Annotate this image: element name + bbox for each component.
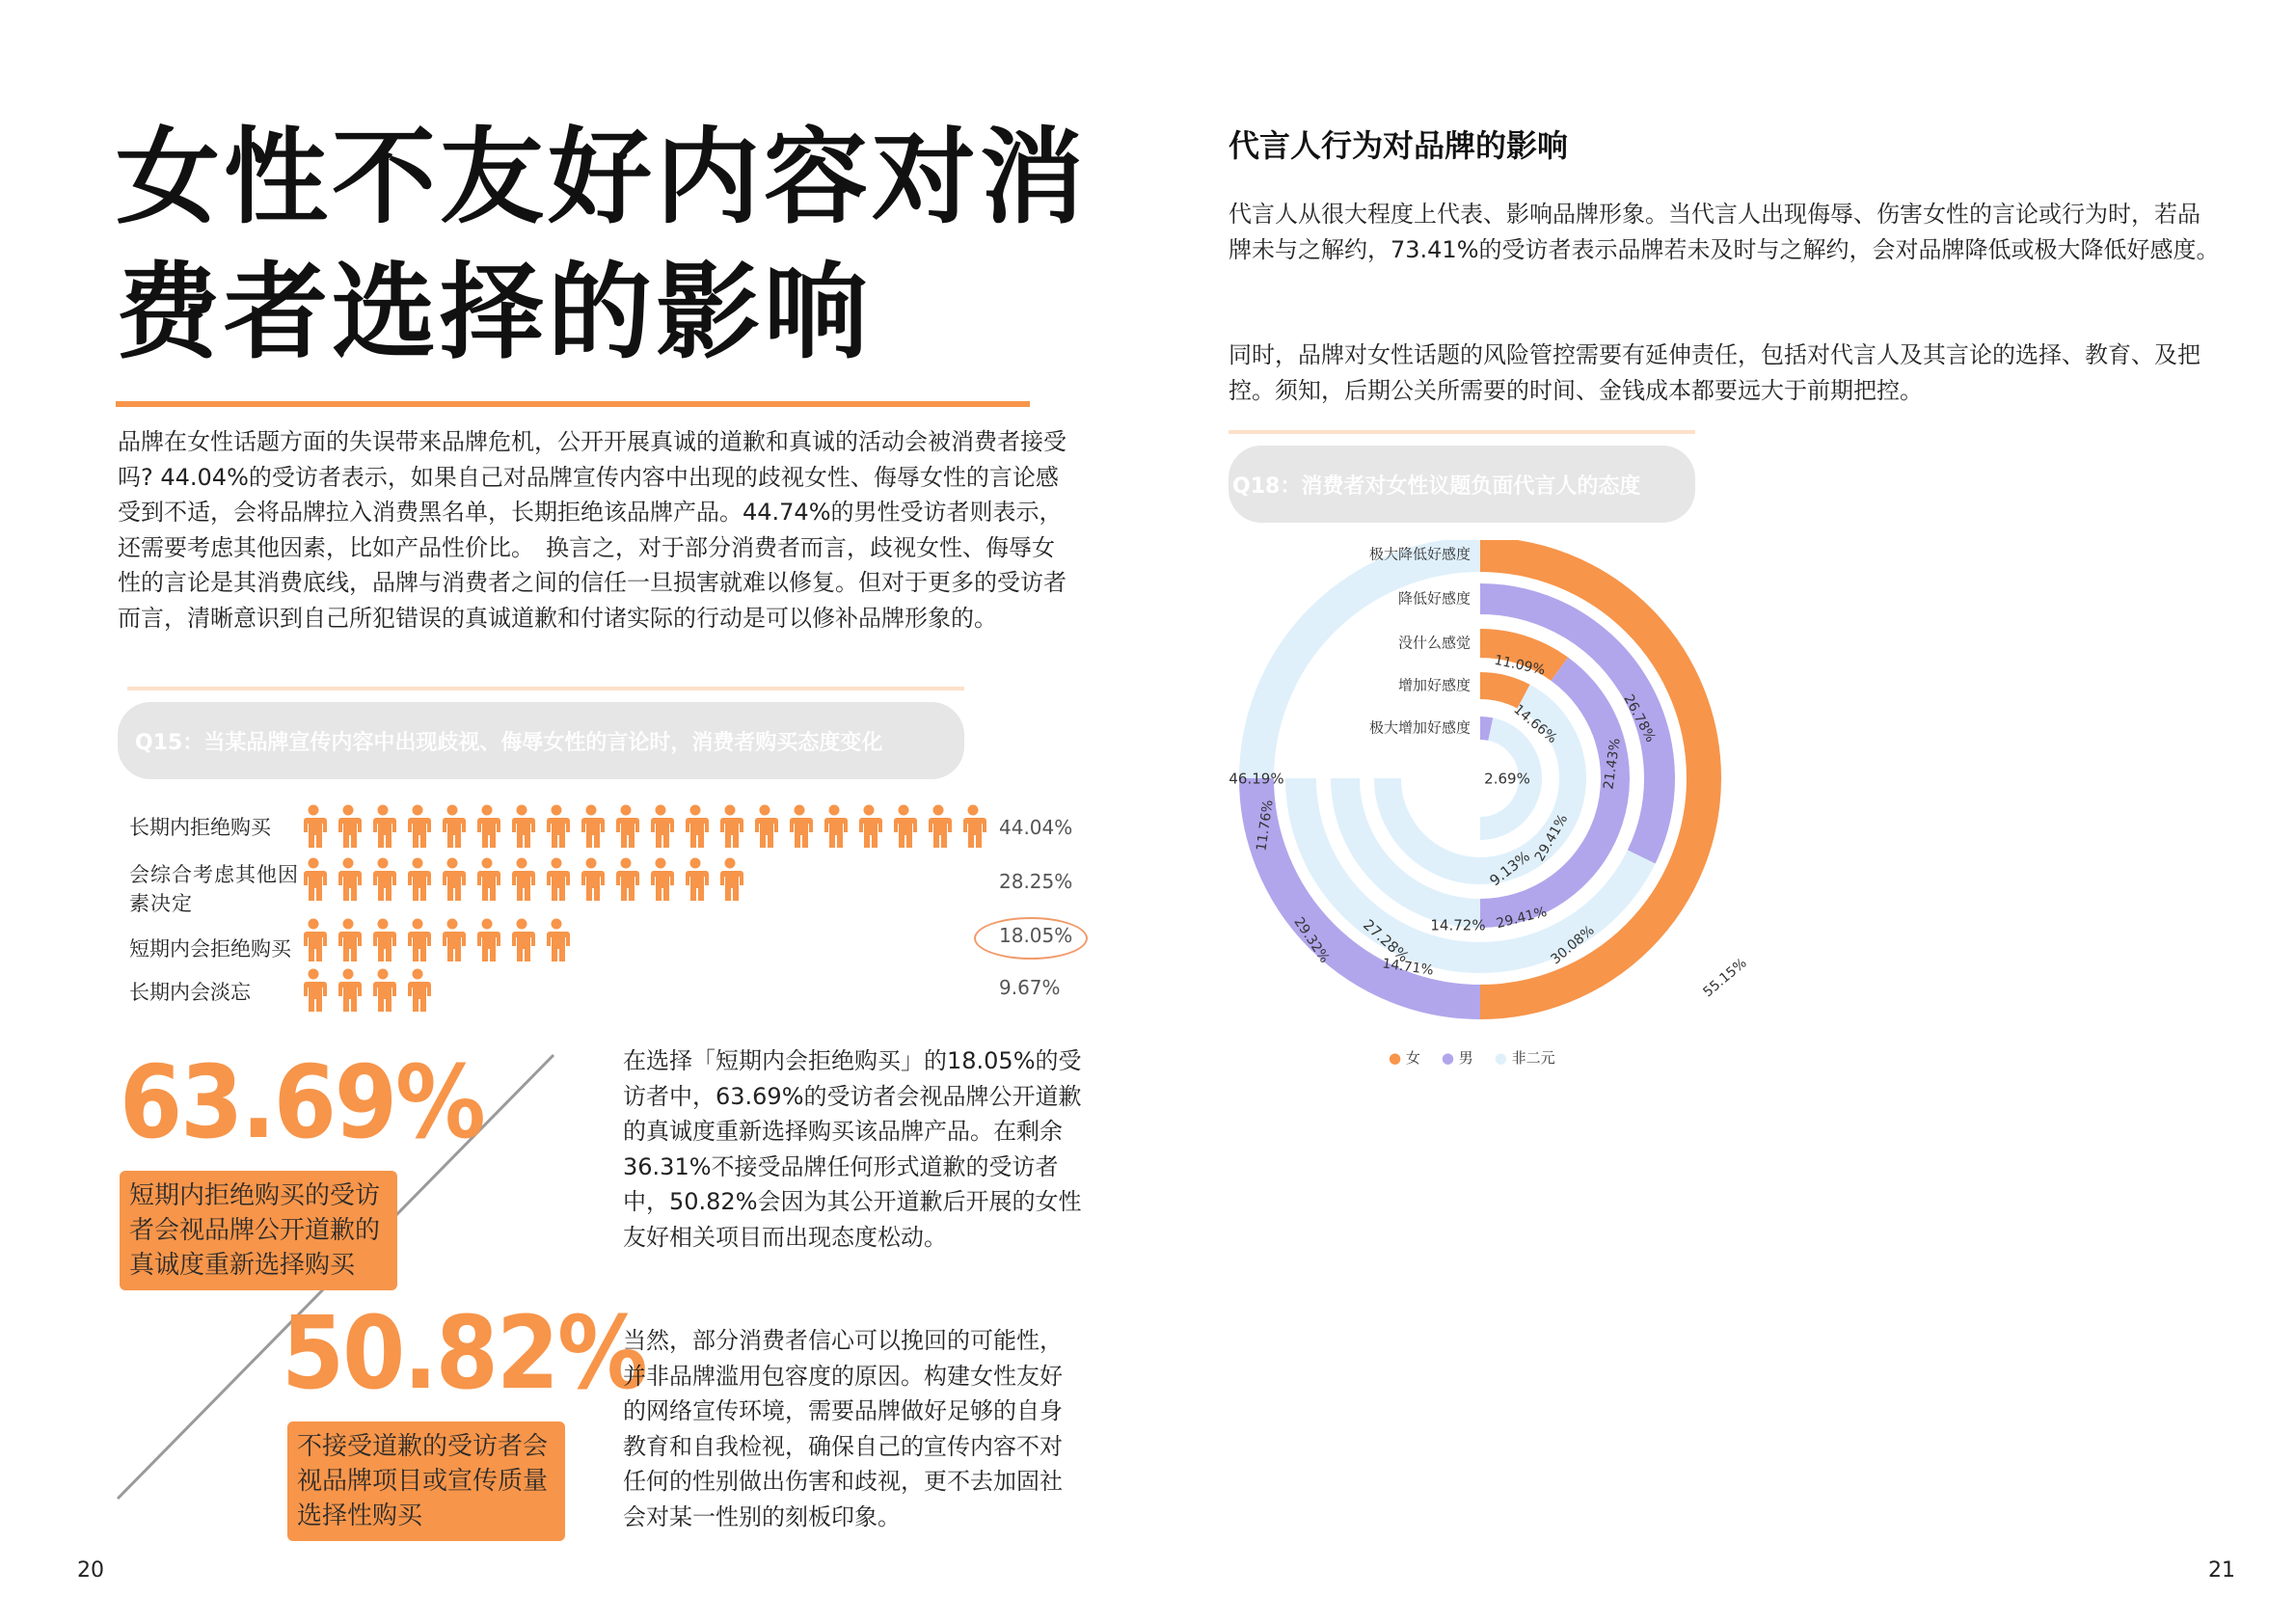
- person-icon: [716, 804, 744, 853]
- person-icon: [854, 804, 883, 853]
- left-para-1: 在选择「短期内会拒绝购买」的18.05%的受访者中，63.69%的受访者会视品牌公开道歉的真诚度重新选择购买该品牌产品。在剩余36.31%不接受品牌任何形式道歉的受访者中，50.82%会因为其公开道歉后开展的女性友好相关项目而出现态度松动。: [623, 1047, 1082, 1251]
- legend-label-male: 男: [1458, 1049, 1473, 1067]
- page-title: [116, 111, 1089, 381]
- chart-legend: [1389, 1047, 1555, 1068]
- radial-bar-chart: [1215, 540, 1755, 1080]
- left-para-2: 当然，部分消费者信心可以挽回的可能性，并非品牌滥用包容度的原因。构建女性友好的网络宣传环境，需要品牌做好足够的自身教育和自我检视，确保自己的宣传内容不对任何的性别做出伤害和歧视，更不去加固社会对某一性别的刻板印象。: [623, 1327, 1063, 1530]
- person-icon: [299, 918, 328, 966]
- person-icon: [403, 918, 432, 966]
- pct-label-1: 44.04%: [999, 816, 1073, 839]
- stat-50-82-caption: 不接受道歉的受访者会视品牌项目或宣传质量选择性购买: [287, 1421, 565, 1541]
- row-label-4: 长期内会淡忘: [129, 981, 251, 1004]
- person-icon: [507, 804, 536, 853]
- person-icon: [958, 804, 987, 853]
- person-icon: [472, 857, 501, 906]
- divider-q18: [1228, 430, 1695, 434]
- person-icon: [472, 918, 501, 966]
- label-female-4: 2.69%: [1484, 770, 1530, 788]
- person-icon: [334, 918, 363, 966]
- person-icon: [820, 804, 849, 853]
- person-icon: [611, 857, 640, 906]
- label-nonbinary-3: 27.28%: [1360, 915, 1413, 966]
- person-icon: [368, 918, 397, 966]
- person-icon: [681, 857, 710, 906]
- legend-item-female: [1389, 1047, 1420, 1068]
- label-male-3: 21.43%: [1601, 737, 1624, 791]
- pictogram-row-1: [299, 804, 993, 853]
- label-nonbinary-2: 14.71%: [1381, 956, 1435, 979]
- legend-item-nonbinary: [1495, 1047, 1555, 1068]
- person-icon: [299, 804, 328, 853]
- ring-5-segment-1: [1480, 728, 1491, 729]
- pictogram-row-4: [299, 968, 438, 1016]
- person-icon: [646, 857, 675, 906]
- legend-label-female: 女: [1405, 1049, 1420, 1067]
- person-icon: [334, 968, 363, 1016]
- category-label-3: 没什么感觉: [1397, 634, 1471, 652]
- person-icon: [507, 857, 536, 906]
- label-female-3: 11.09%: [1493, 652, 1547, 679]
- person-icon: [681, 804, 710, 853]
- person-icon: [368, 804, 397, 853]
- person-icon: [646, 804, 675, 853]
- label-male-1: 30.08%: [1548, 922, 1598, 968]
- label-female-2: 26.78%: [1620, 691, 1659, 745]
- person-icon: [542, 857, 571, 906]
- category-label-5: 极大增加好感度: [1368, 718, 1471, 737]
- person-icon: [438, 918, 467, 966]
- person-icon: [334, 857, 363, 906]
- person-icon: [611, 804, 640, 853]
- category-label-2: 降低好感度: [1397, 589, 1471, 608]
- person-icon: [750, 804, 779, 853]
- label-female-1: 55.15%: [1700, 955, 1750, 1001]
- title-line-2: 费者选择的影响: [116, 253, 873, 373]
- row-label-3: 短期内会拒绝购买: [129, 937, 291, 961]
- stat-50-82: 50.82%: [282, 1294, 646, 1412]
- label-nonbinary-1: 29.41%: [1495, 904, 1549, 933]
- pct-label-3: 18.05%: [999, 924, 1073, 947]
- row-label-1: 长期内拒绝购买: [129, 816, 271, 839]
- intro-paragraph: 品牌在女性话题方面的失误带来品牌危机，公开开展真诚的道歉和真诚的活动会被消费者接受吗? 44.04%的受访者表示，如果自己对品牌宣传内容中出现的歧视女性、侮辱女性的言论感受到不适，会将品牌拉入消费黑名单，长期拒绝该品牌产品。44.74%的男性受访者则表示，还需要考虑其他因素，比如产品性价比。 换言之，对于部分消费者而言，歧视女性、侮辱女性的言论是其消费底线，品牌与消费者之间的信任一旦损害就难以修复。但对于更多的受访者而言，清晰意识到自己所犯错误的真诚道歉和付诸实际的行动是可以修补品牌形象的。: [118, 428, 1066, 632]
- stat-63-69-caption: 短期内拒绝购买的受访者会视品牌公开道歉的真诚度重新选择购买: [120, 1171, 397, 1290]
- right-para-2: 同时，品牌对女性话题的风险管控需要有延伸责任，包括对代言人及其言论的选择、教育、及把控。须知，后期公关所需要的时间、金钱成本都要远大于前期把控。: [1228, 341, 2200, 404]
- page-number-right: 21: [2208, 1558, 2235, 1583]
- person-icon: [542, 804, 571, 853]
- person-icon: [577, 804, 606, 853]
- pct-label-2: 28.25%: [999, 870, 1073, 893]
- ring-4-segment-1: [1480, 686, 1524, 696]
- row-label-2: 会综合考虑其他因素决定: [129, 863, 299, 915]
- right-para-1: 代言人从很大程度上代表、影响品牌形象。当代言人出现侮辱、伤害女性的言论或行为时，若品牌未与之解约，73.41%的受访者表示品牌若未及时与之解约，会对品牌降低或极大降低好感度。: [1228, 201, 2220, 263]
- label-other-2: 11.76%: [1254, 798, 1277, 853]
- person-icon: [577, 857, 606, 906]
- legend-dot-female: ●: [1389, 1049, 1402, 1067]
- page-number-left: 20: [77, 1558, 104, 1583]
- person-icon: [403, 857, 432, 906]
- label-male-2: 29.32%: [1290, 914, 1333, 966]
- legend-item-male: [1442, 1047, 1473, 1068]
- divider-q15: [127, 687, 964, 690]
- label-nonbinary-4: 29.41%: [1531, 811, 1572, 865]
- q15-title-pill: Q15：当某品牌宣传内容中出现歧视、侮辱女性的言论时，消费者购买态度变化: [118, 702, 964, 779]
- pictogram-row-3: [299, 918, 577, 966]
- legend-dot-nonbinary: ●: [1494, 1049, 1507, 1067]
- person-icon: [299, 968, 328, 1016]
- person-icon: [507, 918, 536, 966]
- q18-title-pill: Q18：消费者对女性议题负面代言人的态度: [1228, 446, 1695, 523]
- label-other-1: 46.19%: [1228, 770, 1284, 788]
- label-nonbinary-5: 9.13%: [1486, 847, 1534, 890]
- person-icon: [785, 804, 814, 853]
- person-icon: [403, 804, 432, 853]
- stat-63-69: 63.69%: [120, 1043, 484, 1161]
- person-icon: [438, 857, 467, 906]
- pictogram-row-2: [299, 857, 750, 906]
- label-other-3: 14.72%: [1430, 916, 1486, 934]
- person-icon: [716, 857, 744, 906]
- legend-label-nonbinary: 非二元: [1511, 1049, 1555, 1067]
- person-icon: [924, 804, 953, 853]
- person-icon: [334, 804, 363, 853]
- person-icon: [299, 857, 328, 906]
- legend-dot-male: ●: [1441, 1049, 1454, 1067]
- person-icon: [368, 968, 397, 1016]
- person-icon: [438, 804, 467, 853]
- category-label-1: 极大降低好感度: [1368, 545, 1471, 563]
- person-icon: [542, 918, 571, 966]
- category-label-4: 增加好感度: [1397, 676, 1471, 694]
- title-line-1: 女性不友好内容对消: [116, 118, 1089, 238]
- pct-label-4: 9.67%: [999, 976, 1061, 999]
- ring-1-segment-3: [1256, 555, 1480, 778]
- label-male-4: 14.66%: [1510, 701, 1560, 747]
- person-icon: [889, 804, 918, 853]
- person-icon: [472, 804, 501, 853]
- person-icon: [368, 857, 397, 906]
- person-icon: [403, 968, 432, 1016]
- title-divider: [116, 401, 1030, 407]
- right-subtitle: 代言人行为对品牌的影响: [1228, 127, 1569, 164]
